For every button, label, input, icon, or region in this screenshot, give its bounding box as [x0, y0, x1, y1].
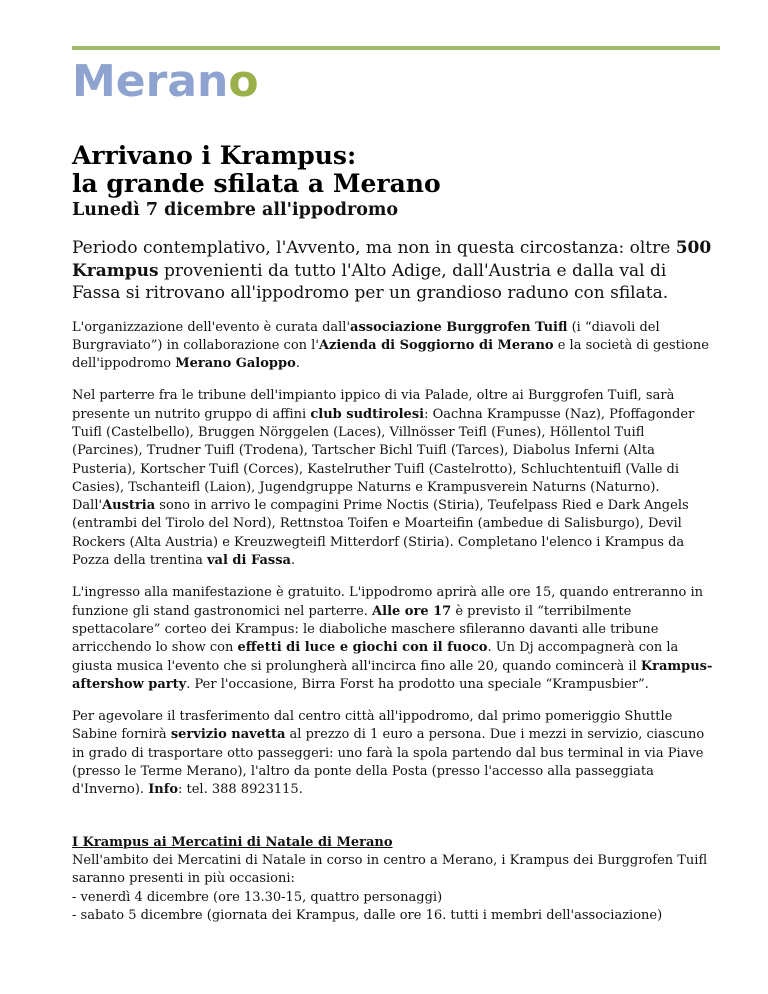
p2-text-4: . — [290, 553, 296, 569]
p3-text-4: . Per l'occasione, Birra Forst ha prodotto una speciale “Krampusbier”. — [186, 676, 649, 692]
p1-text-1: L'organizzazione dell'evento è curata dall' — [72, 319, 351, 335]
title-line-1: Arrivano i Krampus: — [72, 141, 357, 170]
paragraph-participants — [72, 387, 718, 570]
article — [72, 142, 718, 925]
logo-text-main: Meran — [72, 56, 229, 107]
paragraph-shuttle — [72, 708, 718, 799]
p4-text-2: al prezzo di 1 euro a persona. Due i mezzi in servizio, ciascuno in grado di trasportare otto passeggeri: uno farà la spola partendo dal bus terminal in via Piave (presso le Terme Merano), l'altro da ponte della Posta (presso l'accesso alla passeggiata d'Inverno). — [72, 727, 705, 798]
p4-bold-2: Info — [148, 782, 178, 798]
article-title — [72, 142, 718, 198]
p1-text-4: . — [295, 356, 300, 372]
p1-bold-2: Azienda di Soggiorno di Merano — [318, 337, 554, 353]
p4-text-3: : tel. 388 8923115. — [178, 782, 303, 798]
section-title-mercatini: I Krampus ai Mercatini di Natale di Merano — [72, 834, 393, 850]
section-intro: Nell'ambito dei Mercatini di Natale in corso in centro a Merano, i Krampus dei Burggrofen Tuifl saranno presenti in più occasioni: — [72, 852, 708, 887]
p3-bold-2: effetti di luce e giochi con il fuoco — [237, 640, 488, 656]
top-rule — [72, 46, 720, 50]
section-list-item: - venerdì 4 dicembre (ore 13.30-15, quattro personaggi) — [72, 889, 443, 905]
paragraph-organization — [72, 319, 718, 374]
section-list-item: - sabato 5 dicembre (giornata dei Krampus, dalle ore 16. tutti i membri dell'associazione) — [72, 907, 663, 923]
p2-bold-2: Austria — [102, 498, 156, 514]
lead-paragraph — [72, 237, 718, 305]
p2-bold-1: club sudtirolesi — [310, 406, 425, 422]
p4-text-1: Per agevolare il trasferimento dal centro città all'ippodromo, dal primo pomeriggio Shuttle Sabine fornirà — [72, 709, 673, 743]
p1-bold-3: Merano Galoppo — [175, 356, 296, 372]
lead-bold-1: 500 Krampus — [72, 238, 712, 281]
lead-text-2: provenienti da tutto l'Alto Adige, dall'Austria e dalla val di Fassa si ritrovano all'ippodromo per un grandioso raduno con sfilata. — [72, 260, 669, 303]
lead-text-1: Periodo contemplativo, l'Avvento, ma non in questa circostanza: oltre — [72, 238, 676, 258]
p1-text-3: e la società di gestione dell'ippodromo — [72, 337, 709, 372]
logo-text-accent: o — [228, 56, 259, 107]
p1-bold-1: associazione Burggrofen Tuifl — [350, 319, 568, 335]
p2-text-1: Nel parterre fra le tribune dell'impianto ippico di via Palade, oltre ai Burggrofen Tuifl, sarà presente un nutrito gruppo di affini — [72, 388, 675, 422]
paragraph-program — [72, 584, 718, 694]
p1-text-2: (i “diavoli del Burgraviato”) in collaborazione con l' — [72, 319, 660, 353]
p2-text-2: : Oachna Krampusse (Naz), Pfoffagonder Tuifl (Castelbello), Bruggen Nörggelen (Laces), Villnösser Teifl (Funes), Höllentol Tuifl (Parcines), Trudner Tuifl (Trodena), Tartscher Bichl Tuifl (Tarces), Diabolus Inferni (Alta Pusteria), Kortscher Tuifl (Corces), Kastelruther Tuifl (Castelrotto), Schluchtentuifl (Valle di Casies), Tschanteifl (Laion), Jugendgruppe Naturns e Krampusverein Naturns (Naturno). Dall' — [72, 406, 695, 514]
p2-text-3: sono in arrivo le compagini Prime Noctis (Stiria), Teufelpass Ried e Dark Angels (entrambi del Tirolo del Nord), Rettnstoa Toifen e Moarteifin (ambedue di Salisburgo), Devil Rockers (Alta Austria) e Kreuzwegteifl Mitterdorf (Stiria). Completano l'elenco i Krampus da Pozza della trentina — [72, 498, 689, 569]
p4-bold-1: servizio navetta — [170, 727, 286, 743]
title-line-2: la grande sfilata a Merano — [72, 169, 441, 198]
p2-bold-3: val di Fassa — [206, 553, 291, 569]
p3-text-2: è previsto il “terribilmente spettacolare” corteo dei Krampus: le diaboliche maschere sfileranno davanti alle tribune arricchendo lo show con — [72, 603, 659, 656]
p3-text-1: L'ingresso alla manifestazione è gratuito. L'ippodromo aprirà alle ore 15, quando entreranno in funzione gli stand gastronomici nel parterre. — [72, 585, 704, 619]
merano-logo — [72, 52, 259, 112]
p3-bold-3: Krampus-aftershow party — [72, 658, 713, 692]
p3-bold-1: Alle ore 17 — [372, 603, 452, 619]
p3-text-3: . Un Dj accompagnerà con la giusta musica l'evento che si prolungherà all'incirca fino alle 20, quando comincerà il — [72, 640, 679, 674]
article-subtitle: Lunedì 7 dicembre all'ippodromo — [72, 200, 399, 220]
